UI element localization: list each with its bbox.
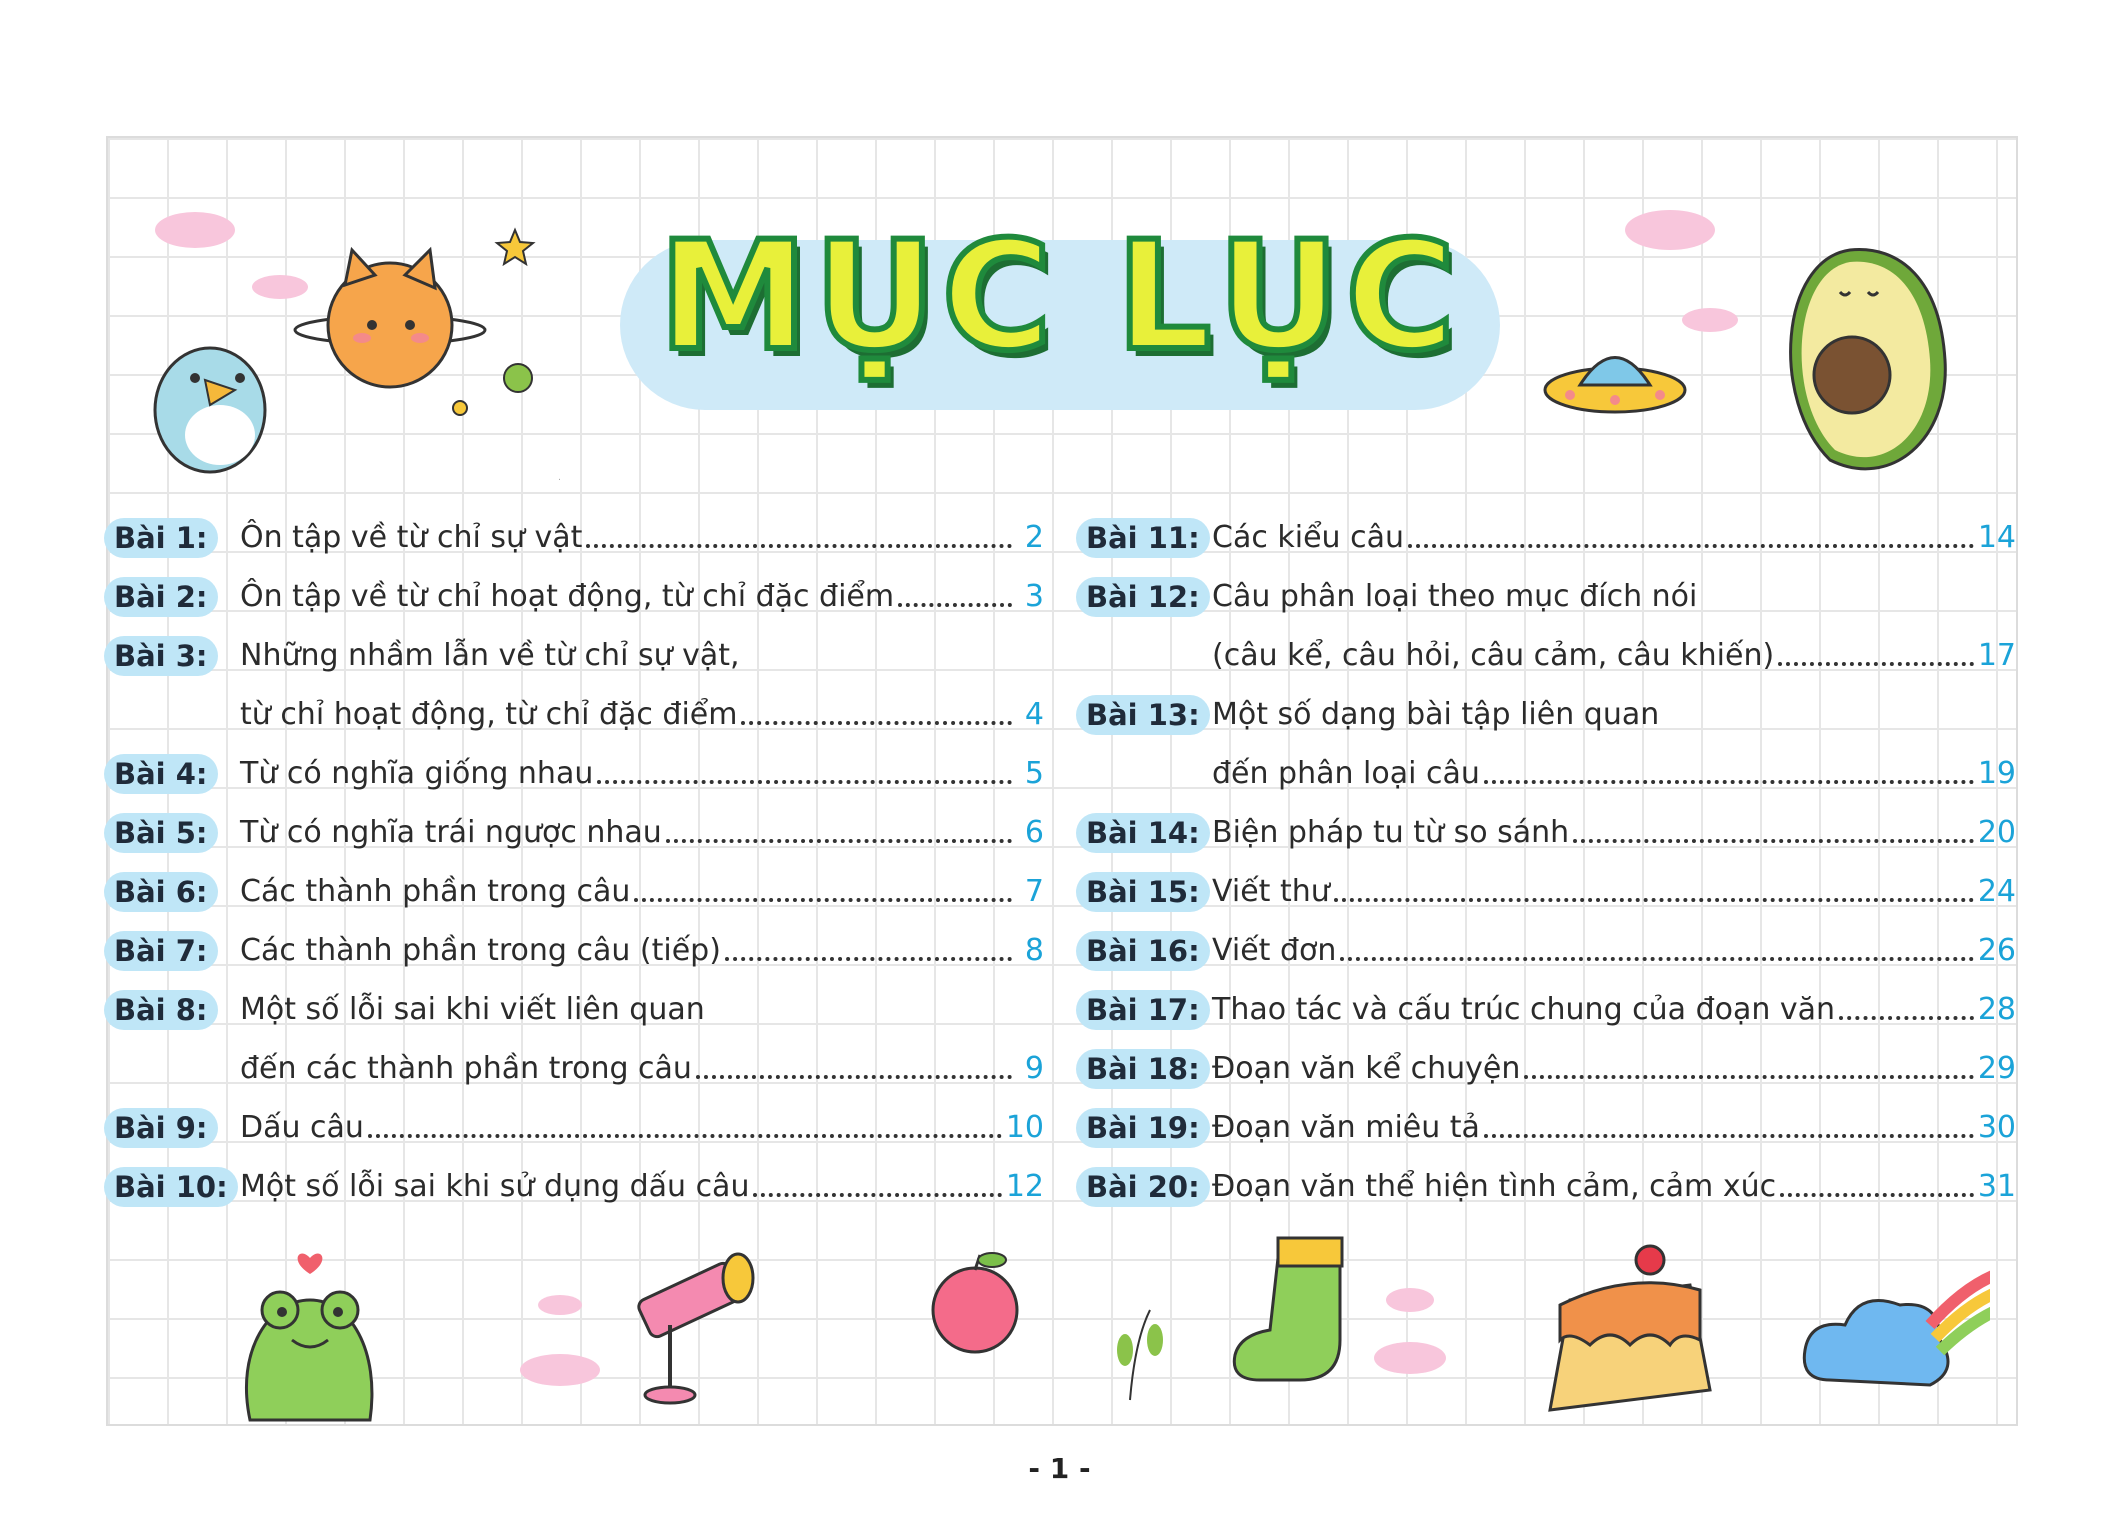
lesson-badge: Bài 13: xyxy=(1076,695,1210,735)
lesson-badge: Bài 20: xyxy=(1076,1167,1210,1207)
lesson-badge: Bài 2: xyxy=(104,577,218,617)
lesson-title-continued: từ chỉ hoạt động, từ chỉ đặc điểm xyxy=(240,697,738,732)
dot-leader xyxy=(666,839,1012,843)
leaf-sprig-icon xyxy=(1117,1310,1163,1400)
lesson-title: Dấu câu xyxy=(240,1110,364,1145)
frog-icon xyxy=(246,1253,371,1420)
dot-leader xyxy=(1484,780,1974,784)
cat-planet-icon xyxy=(295,250,485,387)
toc-row[interactable] xyxy=(104,567,1044,626)
lesson-badge: Bài 6: xyxy=(104,872,218,912)
lesson-badge: Bài 1: xyxy=(104,518,218,558)
bird-planet-cat-illustration xyxy=(140,200,560,500)
toc-row[interactable] xyxy=(104,1157,1044,1216)
page-ref: 9 xyxy=(1024,1051,1044,1086)
page-ref: 3 xyxy=(1024,579,1044,614)
lesson-title-continued: đến các thành phần trong câu xyxy=(240,1051,692,1086)
dot-leader xyxy=(1524,1075,1973,1079)
dot-leader xyxy=(1484,1134,1974,1138)
lesson-title: Các kiểu câu xyxy=(1212,520,1404,555)
page-ref: 6 xyxy=(1024,815,1044,850)
lesson-badge: Bài 18: xyxy=(1076,1049,1210,1089)
lesson-title: Viết thư xyxy=(1212,874,1330,909)
dot-leader xyxy=(753,1193,1001,1197)
dot-leader xyxy=(634,898,1012,902)
title-banner xyxy=(600,200,1520,440)
toc-row[interactable] xyxy=(104,980,1044,1039)
lesson-title: Đoạn văn kể chuyện xyxy=(1212,1051,1521,1086)
sock-icon xyxy=(1234,1238,1342,1380)
lesson-badge: Bài 19: xyxy=(1076,1108,1210,1148)
lesson-title-continued: đến phân loại câu xyxy=(1212,756,1480,791)
telescope-icon xyxy=(636,1254,753,1403)
lesson-badge: Bài 8: xyxy=(104,990,218,1030)
lesson-title: Ôn tập về từ chỉ hoạt động, từ chỉ đặc điểm xyxy=(240,579,895,614)
dot-leader xyxy=(696,1075,1012,1079)
toc-row[interactable] xyxy=(1076,508,2016,567)
lesson-title: Những nhầm lẫn về từ chỉ sự vật, xyxy=(240,638,740,673)
dot-leader xyxy=(368,1134,1002,1138)
lesson-title: Đoạn văn miêu tả xyxy=(1212,1110,1480,1145)
lesson-badge: Bài 7: xyxy=(104,931,218,971)
toc-row[interactable] xyxy=(1076,921,2016,980)
lesson-title: Đoạn văn thể hiện tình cảm, cảm xúc xyxy=(1212,1169,1777,1204)
lesson-badge: Bài 12: xyxy=(1076,577,1210,617)
page-ref: 10 xyxy=(1005,1110,1044,1145)
dot-leader xyxy=(741,721,1012,725)
ufo-avocado-illustration xyxy=(1530,200,1980,490)
lesson-badge: Bài 3: xyxy=(104,636,218,676)
lesson-title: Một số lỗi sai khi viết liên quan xyxy=(240,992,705,1027)
page-ref: 7 xyxy=(1024,874,1044,909)
page-ref: 19 xyxy=(1977,756,2016,791)
dot-leader xyxy=(1340,957,1973,961)
lesson-badge: Bài 16: xyxy=(1076,931,1210,971)
bird-icon xyxy=(155,348,265,472)
dot-leader xyxy=(597,780,1012,784)
toc-row-continued[interactable] xyxy=(1076,626,2016,685)
page-ref: 28 xyxy=(1977,992,2016,1027)
toc-row[interactable] xyxy=(104,1098,1044,1157)
toc-row[interactable] xyxy=(1076,567,2016,626)
lesson-title: Các thành phần trong câu (tiếp) xyxy=(240,933,721,968)
page-ref: 5 xyxy=(1024,756,1044,791)
toc-row-continued[interactable] xyxy=(1076,744,2016,803)
lesson-title: Thao tác và cấu trúc chung của đoạn văn xyxy=(1212,992,1836,1027)
lesson-badge: Bài 17: xyxy=(1076,990,1210,1030)
page-ref: 26 xyxy=(1977,933,2016,968)
lesson-badge: Bài 15: xyxy=(1076,872,1210,912)
toc-row[interactable] xyxy=(104,921,1044,980)
toc-row[interactable] xyxy=(1076,803,2016,862)
lesson-title-continued: (câu kể, câu hỏi, câu cảm, câu khiến) xyxy=(1212,638,1775,673)
dot-leader xyxy=(898,603,1012,607)
lesson-badge: Bài 5: xyxy=(104,813,218,853)
avocado-icon xyxy=(1791,250,1946,469)
lesson-title: Từ có nghĩa giống nhau xyxy=(240,756,594,791)
dot-leader xyxy=(1408,544,1974,548)
dot-leader xyxy=(1839,1016,1974,1020)
page-ref: 2 xyxy=(1024,520,1044,555)
bottom-illustrations xyxy=(230,1230,1990,1440)
lesson-badge: Bài 9: xyxy=(104,1108,218,1148)
page-ref: 8 xyxy=(1024,933,1044,968)
toc-row[interactable] xyxy=(1076,862,2016,921)
dot-leader xyxy=(725,957,1012,961)
toc-row[interactable] xyxy=(1076,980,2016,1039)
dot-leader xyxy=(586,544,1012,548)
lesson-badge: Bài 11: xyxy=(1076,518,1210,558)
dot-leader xyxy=(1778,662,1974,666)
lesson-title: Biện pháp tu từ so sánh xyxy=(1212,815,1570,850)
page-ref: 17 xyxy=(1977,638,2016,673)
dot-leader xyxy=(1780,1193,1974,1197)
page-ref: 20 xyxy=(1977,815,2016,850)
page-ref: 24 xyxy=(1977,874,2016,909)
toc-row[interactable] xyxy=(104,862,1044,921)
page-ref: 30 xyxy=(1977,1110,2016,1145)
page-ref: 14 xyxy=(1977,520,2016,555)
page-title: MỤC LỤC xyxy=(658,210,1462,384)
rainbow-cloud-icon xyxy=(1804,1270,1990,1385)
toc-row[interactable] xyxy=(1076,1039,2016,1098)
lesson-badge: Bài 14: xyxy=(1076,813,1210,853)
ufo-icon xyxy=(1545,358,1685,413)
toc-row[interactable] xyxy=(1076,1157,2016,1216)
lesson-title: Viết đơn xyxy=(1212,933,1337,968)
toc-row[interactable] xyxy=(1076,1098,2016,1157)
toc-row-continued[interactable] xyxy=(104,685,1044,744)
lesson-title: Một số lỗi sai khi sử dụng dấu câu xyxy=(240,1169,750,1204)
dot-leader xyxy=(1573,839,1974,843)
apple-icon xyxy=(933,1253,1017,1352)
lesson-title: Ôn tập về từ chỉ sự vật xyxy=(240,520,583,555)
page-ref: 29 xyxy=(1977,1051,2016,1086)
dot-leader xyxy=(1334,898,1974,902)
page-ref: 12 xyxy=(1005,1169,1044,1204)
toc-row[interactable] xyxy=(104,744,1044,803)
toc-row[interactable] xyxy=(104,508,1044,567)
lesson-title: Một số dạng bài tập liên quan xyxy=(1212,697,1660,732)
toc-row[interactable] xyxy=(1076,685,2016,744)
lesson-title: Từ có nghĩa trái ngược nhau xyxy=(240,815,662,850)
toc-left-column xyxy=(104,508,1044,1216)
lesson-title: Các thành phần trong câu xyxy=(240,874,631,909)
toc-right-column xyxy=(1076,508,2016,1216)
page-ref: 31 xyxy=(1977,1169,2016,1204)
toc-row[interactable] xyxy=(104,626,1044,685)
lesson-badge: Bài 4: xyxy=(104,754,218,794)
page-ref: 4 xyxy=(1024,697,1044,732)
pudding-icon xyxy=(1550,1246,1710,1410)
lesson-badge: Bài 10: xyxy=(104,1167,238,1207)
page-number: - 1 - xyxy=(1028,1452,1091,1485)
lesson-title: Câu phân loại theo mục đích nói xyxy=(1212,579,1698,614)
toc-row[interactable] xyxy=(104,803,1044,862)
toc-row-continued[interactable] xyxy=(104,1039,1044,1098)
